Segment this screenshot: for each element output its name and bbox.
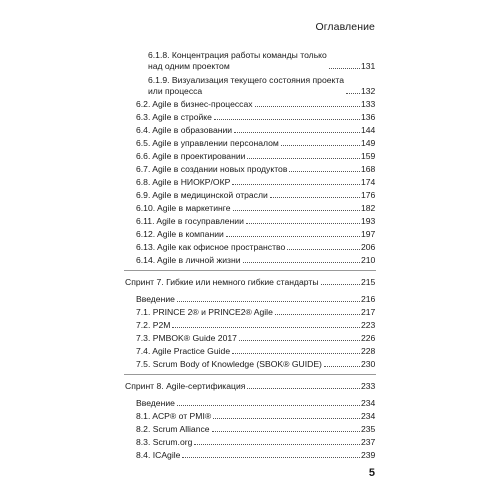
toc-entry-page: 182 bbox=[361, 203, 376, 213]
toc-entry-title: 8.2. Scrum Alliance bbox=[136, 424, 210, 434]
toc-entry-page: 197 bbox=[361, 229, 376, 239]
toc-entry[interactable] bbox=[136, 164, 375, 174]
leader-dots bbox=[289, 171, 360, 172]
leader-dots bbox=[214, 119, 360, 120]
leader-dots bbox=[194, 444, 360, 445]
toc-entry-title: 7.5. Scrum Body of Knowledge (SBOK® GUIDE) bbox=[136, 359, 322, 369]
leader-dots bbox=[182, 457, 360, 458]
leader-dots bbox=[324, 366, 360, 367]
toc-entry-page: 223 bbox=[361, 320, 376, 330]
toc-entry-title: 6.9. Agile в медицинской отрасли bbox=[136, 190, 268, 200]
toc-entry[interactable] bbox=[148, 75, 375, 96]
toc-entry-title: Спринт 8. Agile-сертификация bbox=[125, 381, 246, 391]
toc-entry-page: 239 bbox=[361, 450, 376, 460]
leader-dots bbox=[232, 184, 360, 185]
leader-dots bbox=[346, 93, 360, 94]
toc-entry-page: 234 bbox=[361, 411, 376, 421]
toc-entry-page: 168 bbox=[361, 164, 376, 174]
toc-entry[interactable] bbox=[136, 242, 375, 252]
leader-dots bbox=[232, 353, 360, 354]
toc-entry-title: 6.5. Agile в управлении персоналом bbox=[136, 138, 279, 148]
leader-dots bbox=[177, 405, 360, 406]
toc-entry-page: 132 bbox=[361, 86, 376, 96]
toc-entry[interactable] bbox=[136, 359, 375, 369]
toc-entry-title: 8.1. ACP® от PMI® bbox=[136, 411, 212, 421]
toc-entry-page: 159 bbox=[361, 151, 376, 161]
toc-entry-page: 216 bbox=[361, 294, 376, 304]
toc-entry[interactable] bbox=[136, 307, 375, 317]
toc-entry-page: 210 bbox=[361, 255, 376, 265]
leader-dots bbox=[234, 132, 360, 133]
toc-entry-title: 6.1.8. Концентрация работы команды только над одним проектом bbox=[148, 50, 327, 71]
toc-entry[interactable] bbox=[136, 151, 375, 161]
toc-entry-title: 6.3. Agile в стройке bbox=[136, 112, 212, 122]
toc-entry-title: 6.2. Agile в бизнес-процессах bbox=[136, 99, 253, 109]
leader-dots bbox=[177, 301, 360, 302]
toc-entry-page: 144 bbox=[361, 125, 376, 135]
toc-entry-title: 6.8. Agile в НИОКР/ОКР bbox=[136, 177, 231, 187]
toc-entry-title: 6.13. Agile как офисное пространство bbox=[136, 242, 286, 252]
toc-entry-title: 6.4. Agile в образовании bbox=[136, 125, 233, 135]
toc-entry[interactable] bbox=[136, 346, 375, 356]
toc-entry-title: 6.12. Agile в компании bbox=[136, 229, 224, 239]
leader-dots bbox=[233, 210, 360, 211]
leader-dots bbox=[243, 262, 360, 263]
toc-entry[interactable] bbox=[136, 203, 375, 213]
toc-entry-page: 233 bbox=[361, 381, 376, 391]
section-divider bbox=[124, 270, 376, 271]
toc-entry-title: Спринт 7. Гибкие или немного гибкие стандарты bbox=[125, 277, 319, 287]
toc-entry[interactable] bbox=[136, 450, 375, 460]
toc-entry[interactable] bbox=[136, 333, 375, 343]
leader-dots bbox=[329, 68, 360, 69]
leader-dots bbox=[246, 223, 360, 224]
toc-entry-page: 193 bbox=[361, 216, 376, 226]
leader-dots bbox=[172, 327, 360, 328]
toc-entry[interactable] bbox=[136, 255, 375, 265]
leader-dots bbox=[275, 314, 360, 315]
toc-entry[interactable] bbox=[136, 411, 375, 421]
toc-entry-page: 206 bbox=[361, 242, 376, 252]
toc-entry-title: Введение bbox=[136, 294, 175, 304]
toc-entry-title: 6.7. Agile в создании новых продуктов bbox=[136, 164, 288, 174]
toc-entry-title: 6.6. Agile в проектировании bbox=[136, 151, 246, 161]
toc-entry[interactable] bbox=[136, 112, 375, 122]
toc-entry[interactable] bbox=[136, 398, 375, 408]
toc-entry-title: 7.2. P2M bbox=[136, 320, 171, 330]
toc-entry-page: 176 bbox=[361, 190, 376, 200]
leader-dots bbox=[213, 418, 360, 419]
toc-chapter-entry[interactable] bbox=[125, 277, 375, 287]
toc-entry-page: 217 bbox=[361, 307, 376, 317]
toc-entry-title: 7.1. PRINCE 2® и PRINCE2® Agile bbox=[136, 307, 273, 317]
leader-dots bbox=[247, 388, 360, 389]
toc-entry-title: 7.3. PMBOK® Guide 2017 bbox=[136, 333, 237, 343]
toc-entry-title: Введение bbox=[136, 398, 175, 408]
leader-dots bbox=[239, 340, 360, 341]
toc-entry[interactable] bbox=[136, 177, 375, 187]
toc-entry[interactable] bbox=[136, 229, 375, 239]
toc-entry[interactable] bbox=[136, 216, 375, 226]
running-header: Оглавление bbox=[315, 21, 375, 33]
toc-entry[interactable] bbox=[136, 437, 375, 447]
toc-entry-title: 6.1.9. Визуализация текущего состояния проекта или процесса bbox=[148, 75, 344, 96]
toc-entry-title: 6.10. Agile в маркетинге bbox=[136, 203, 231, 213]
toc-entry-title: 6.14. Agile в личной жизни bbox=[136, 255, 241, 265]
toc-entry-page: 237 bbox=[361, 437, 376, 447]
toc-entry-page: 136 bbox=[361, 112, 376, 122]
toc-entry-title: 8.4. ICAgile bbox=[136, 450, 181, 460]
toc-entry[interactable] bbox=[136, 190, 375, 200]
leader-dots bbox=[226, 236, 360, 237]
section-divider bbox=[124, 374, 376, 375]
leader-dots bbox=[255, 106, 360, 107]
toc-entry-page: 226 bbox=[361, 333, 376, 343]
toc-entry[interactable] bbox=[148, 50, 375, 71]
toc-entry[interactable] bbox=[136, 320, 375, 330]
toc-entry-page: 149 bbox=[361, 138, 376, 148]
toc-entry-page: 234 bbox=[361, 398, 376, 408]
leader-dots bbox=[270, 197, 360, 198]
toc-entry[interactable] bbox=[136, 138, 375, 148]
leader-dots bbox=[281, 145, 360, 146]
toc-entry-page: 133 bbox=[361, 99, 376, 109]
toc-chapter-entry[interactable] bbox=[125, 381, 375, 391]
leader-dots bbox=[247, 158, 360, 159]
toc-entry[interactable] bbox=[136, 424, 375, 434]
toc-entry-page: 174 bbox=[361, 177, 376, 187]
page-number: 5 bbox=[368, 467, 375, 479]
leader-dots bbox=[212, 431, 360, 432]
toc-entry-page: 228 bbox=[361, 346, 376, 356]
leader-dots bbox=[287, 249, 360, 250]
toc-entry[interactable] bbox=[136, 99, 375, 109]
toc-entry-page: 235 bbox=[361, 424, 376, 434]
toc-entry-page: 131 bbox=[361, 61, 376, 71]
toc-entry-title: 7.4. Agile Practice Guide bbox=[136, 346, 231, 356]
leader-dots bbox=[321, 284, 360, 285]
toc-entry-page: 215 bbox=[361, 277, 376, 287]
toc-entry[interactable] bbox=[136, 294, 375, 304]
toc-entry-title: 6.11. Agile в госуправлении bbox=[136, 216, 244, 226]
toc-entry[interactable] bbox=[136, 125, 375, 135]
toc-entry-title: 8.3. Scrum.org bbox=[136, 437, 193, 447]
toc-entry-page: 230 bbox=[361, 359, 376, 369]
